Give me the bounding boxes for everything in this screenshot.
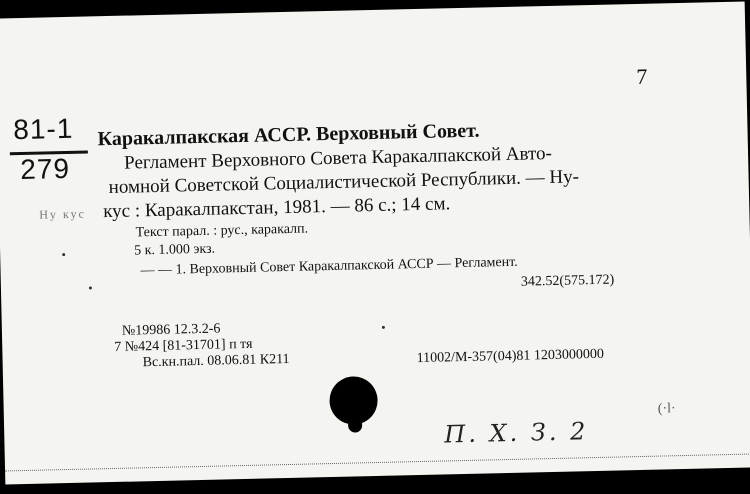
speck (89, 286, 92, 289)
meta-line-1: №19986 12.3.2-6 (121, 321, 221, 339)
page-number: 7 (636, 63, 648, 90)
language-note: Текст парал. : рус., каракалп. (135, 221, 309, 241)
stamp-mark: (·l· (657, 401, 676, 417)
body-line-2: номной Советской Социалистической Республики. — Ну- (108, 166, 580, 199)
card-bottom-edge (5, 453, 750, 472)
price-note: 5 к. 1.000 экз. (133, 241, 216, 259)
punch-hole-tail (348, 414, 362, 432)
body-line-1: Регламент Верховного Совета Каракалпакской Авто- (123, 142, 553, 174)
speck (382, 326, 385, 329)
shelfmark-bottom: 279 (19, 152, 71, 186)
meta-line-2: 7 №424 [81-31701] п тя (114, 336, 253, 355)
meta-line-3: Вс.кн.пал. 08.06.81 К211 (142, 351, 290, 371)
handwritten-note: П. Х. З. 2 (444, 417, 589, 449)
subject-tracing: — — 1. Верховный Совет Каракалпакской АССР — Регламент. (140, 254, 518, 279)
shelfmark-top: 81-1 (12, 112, 74, 146)
speck (62, 253, 65, 256)
entry-heading: Каракалпакская АССР. Верховный Совет. (97, 119, 480, 151)
body-line-3: кус : Каракалпакстан, 1981. — 86 с.; 14 см. (102, 193, 451, 223)
publisher-code: 11002/М-357(04)81 1203000000 (416, 346, 605, 367)
smudged-text: Ну кус (39, 206, 87, 222)
catalog-card (0, 2, 750, 485)
classification-number: 342.52(575.172) (520, 272, 615, 290)
